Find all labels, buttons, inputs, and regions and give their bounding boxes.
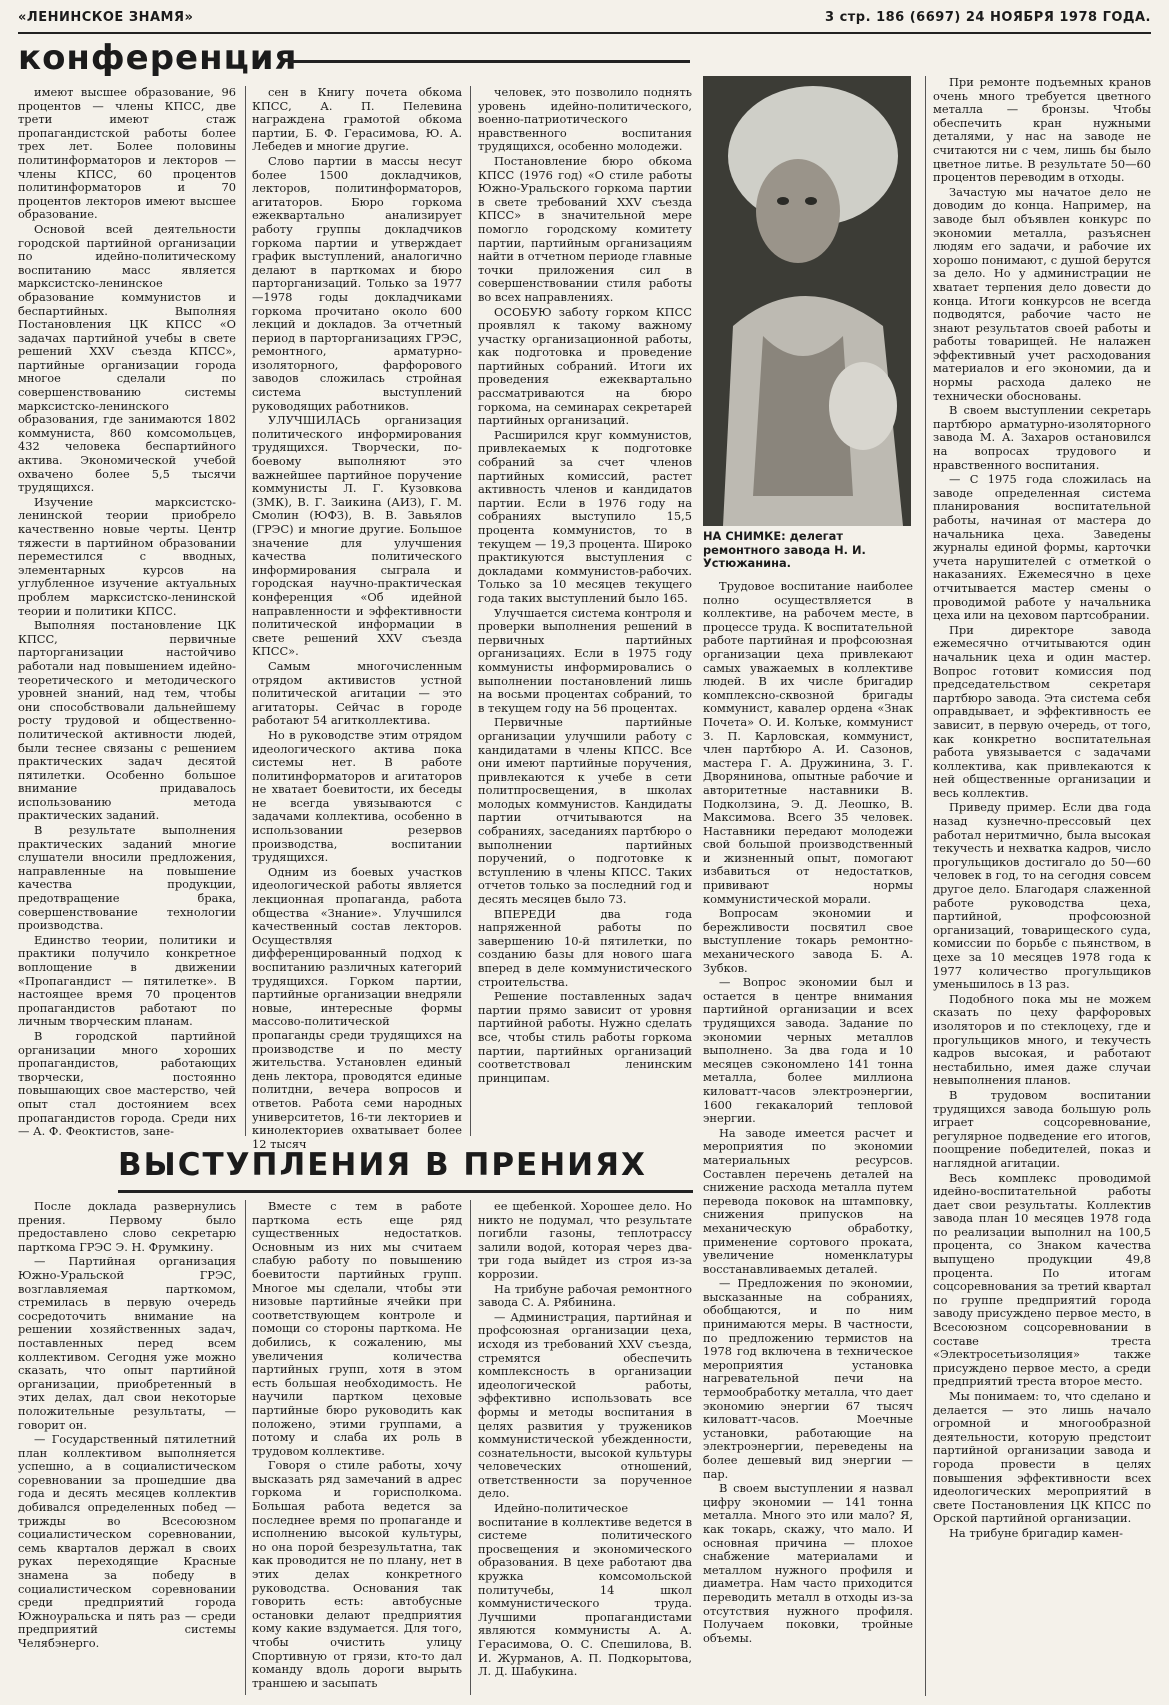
paragraph: Выполняя постановление ЦК КПСС, первичные парторганизации настойчиво работали над повышением идейно-теоретического и методического уровней знаний, над тем, чтобы они способствовали дальнейшему росту трудовой и общественно-политической активности людей, были теснее связаны с решением практических задач десятой пятилетки. Особенно большое внимание придавалось использованию метода практических заданий. bbox=[18, 618, 236, 823]
paragraph: имеют высшее образование, 96 процентов — члены КПСС, две трети имеют стаж пропагандистской работы более трех лет. Более половины политинформаторов и лекторов — члены КПСС, 60 процентов политинформаторов и 70 процентов лекторов имеют высшее образование. bbox=[18, 85, 236, 222]
paragraph: Изучение марксистско-ленинской теории приобрело качественно новые черты. Центр тяжести в партийном образовании переместился с вводных, элементарных курсов на углубленное изучение актуальных проблем марксистско-ленинской теории и политики КПСС. bbox=[18, 494, 236, 618]
article-column-2 bbox=[252, 85, 462, 1151]
paragraph: Решение поставленных задач партии прямо зависит от уровня партийной работы. Нужно сделать все, чтобы стиль работы горкома партии, партийных организаций соответствовал ленинским принципам. bbox=[478, 989, 692, 1085]
paragraph: Расширился круг коммунистов, привлекаемых к подготовке собраний за счет членов партийных комиссий, растет активность членов и кандидатов партии. Если в 1976 году на собраниях выступило 15,5 процента коммунистов, то в текущем — 19,3 процента. Широко практикуются выступления с докладами коммунистов-рабочих. Только за 10 месяцев текущего года таких выступлений было 165. bbox=[478, 427, 692, 605]
paragraph: УЛУЧШИЛАСЬ организация политического информирования трудящихся. Творчески, по-боевому выполняют это важнейшее партийное поручение коммунисты Л. Г. Кузовкова (ЗМК), В. Г. Заикина (АИЗ), Г. М. Смолин (ЮФЗ), В. В. Завьялов (ГРЭС) и многие другие. Большое значение для улучшения качества политического информирования сыграла и городская научно-практическая конференция «Об идейной направленности и эффективности политической информации в свете решений XXV съезда КПСС». bbox=[252, 413, 462, 659]
paragraph: После доклада развернулись прения. Первому было предоставлено слово секретарю парткома ГРЭС Э. Н. Фрумкину. bbox=[18, 1199, 236, 1254]
paragraph: Постановление бюро обкома КПСС (1976 год) «О стиле работы Южно-Уральского горкома партии в свете требований XXV съезда КПСС» в значительной мере помогло городскому комитету партии, партийным организациям найти в отчетном периоде главные точки приложения сил в совершенствовании стиля работы во всех направлениях. bbox=[478, 153, 692, 304]
paragraph: Самым многочисленным отрядом активистов устной политической агитации — это агитаторы. Сейчас в городе работают 54 агитколлектива. bbox=[252, 658, 462, 728]
masthead bbox=[18, 10, 1151, 32]
top-rule bbox=[18, 32, 1151, 34]
article-column-3 bbox=[478, 86, 692, 1136]
column-divider bbox=[245, 86, 246, 1136]
article-column-4 bbox=[703, 580, 913, 1695]
paragraph: Одним из боевых участков идеологической работы является лекционная пропаганда, работа общества «Знание». Улучшился качественный состав лекторов. Осуществляя дифференцированный подход к воспитанию различных категорий трудящихся. Горком партии, партийные организации внедряли новые, интересные формы массово-политической пропаганды среди трудящихся на производстве и по месту жительства. Установлен единый день лектора, проводятся единые политдни, вечера вопросов и ответов. Работа семи народных университетов, 16-ти лекториев и кинолекториев охватывает более 12 тысяч bbox=[252, 864, 462, 1151]
paragraph: Зачастую мы начатое дело не доводим до конца. Например, на заводе был объявлен конкурс по экономии металла, разъяснен людям его задачи, и рабочие их хорошо понимают, с душой берутся за дело. Но у администрации не хватает терпения дело довести до конца. Итоги конкурсов не всегда подводятся, рабочие часто не знают результатов своей работы и работы товарищей. Не налажен эффективный учет расходования материалов и его экономии, да и нормы расхода далеко не технически обоснованы. bbox=[933, 184, 1151, 403]
article-column-5 bbox=[933, 76, 1151, 1696]
column-divider bbox=[245, 1200, 246, 1695]
paragraph: На заводе имеется расчет и мероприятия по экономии материальных ресурсов. Составлен перечень деталей на снижение расхода металла путем перевода поковок на штамповку, снижения припусков на механическую обработку, применение сортового проката, увеличение номенклатуры восстанавливаемых деталей. bbox=[703, 1125, 913, 1276]
debate-column-1 bbox=[18, 1200, 236, 1695]
issue-info: 3 стр. 186 (6697) 24 НОЯБРЯ 1978 ГОДА. bbox=[825, 10, 1151, 25]
paragraph: сен в Книгу почета обкома КПСС, А. П. Пелевина награждена грамотой обкома партии, Б. Ф. Герасимова, Ю. А. Лебедев и многие другие. bbox=[252, 85, 462, 154]
paragraph: Единство теории, политики и практики получило конкретное воплощение в движении «Пропагандист — пятилетке». В настоящее время 70 процентов пропагандистов работают по личным творческим планам. bbox=[18, 932, 236, 1029]
paragraph: Приведу пример. Если два года назад кузнечно-прессовый цех работал неритмично, была высокая текучесть и нехватка кадров, число прогульщиков достигало до 50—60 человек в год, то на сегодня совсем другое дело. Благодаря слаженной работе руководства цеха, партийной, профсоюзной организаций, товарищеского суда, комиссии по борьбе с пьянством, в цехе за 10 месяцев 1978 года к 1977 количество прогульщиков уменьшилось в 13 раз. bbox=[933, 800, 1151, 992]
paragraph: Идейно-политическое воспитание в коллективе ведется в системе политического просвещения и экономического образования. В цехе работают два кружка комсомольской политучебы, 14 школ коммунистического труда. Лучшими пропагандистами являются коммунисты А. А. Герасимова, О. С. Спешилова, В. И. Журманов, А. П. Подкорытова, Л. Д. Шабукина. bbox=[478, 1501, 692, 1679]
paragraph: На трибуне рабочая ремонтного завода С. А. Рябинина. bbox=[478, 1281, 692, 1310]
paragraph: При ремонте подъемных кранов очень много требуется цветного металла — бронзы. Чтобы обеспечить кран нужными деталями, у нас на заводе не считаются ни с чем, лишь бы было цветное литье. В результате 50—60 процентов переводим в отходы. bbox=[933, 75, 1151, 185]
paragraph: В результате выполнения практических заданий многие слушатели вносили предложения, направленные на повышение качества продукции, предотвращение брака, совершенствование технологии производства. bbox=[18, 823, 236, 933]
section-rule bbox=[118, 1190, 693, 1193]
paragraph: — Партийная организация Южно-Уральской ГРЭС, возглавляемая парткомом, стремилась в первую очередь сосредоточить внимание на решении хозяйственных задач, поставленных перед всем коллективом. Сегодня уже можно сказать, что опыт партийной организации, приобретенный в этих делах, дал свои некоторые положительные результаты, — говорит он. bbox=[18, 1254, 236, 1432]
paragraph: ОСОБУЮ заботу горком КПСС проявлял к такому важному участку организационной работы, как подготовка и проведение партийных собраний. Итоги их проведения ежеквартально рассматриваются на бюро горкома, на семинарах секретарей партийных организаций. bbox=[478, 304, 692, 428]
paragraph: — Вопрос экономии был и остается в центре внимания партийной организации и всех трудящихся завода. Задание по экономии черных металлов выполнено. За два года и 10 месяцев сэкономлено 141 тонна металла, более миллиона киловатт-часов электроэнергии, 1600 гекакалорий тепловой энергии. bbox=[703, 975, 913, 1126]
paragraph: При директоре завода ежемесячно отчитываются один начальник цеха и один мастер. Вопрос готовит комиссия под председательством секретаря партбюро завода. Эта система себя оправдывает, и эффективность ее зависит, в первую очередь, от того, как конкретно воспитательная работа увязывается с задачами коллектива, как привлекаются к ней общественные организации и весь коллектив. bbox=[933, 622, 1151, 800]
paragraph: Основой всей деятельности городской партийной организации по идейно-политическому воспитанию масс является марксистско-ленинское образование коммунистов и беспартийных. Выполняя Постановления ЦК КПСС «О задачах партийной учебы в свете решений XXV съезда КПСС», партийные организации города многое сделали по совершенствованию системы марксистско-ленинского образования, где занимаются 1802 коммуниста, 860 комсомольцев, 432 человека беспартийного актива. Экономической учебой охвачено более 5,5 тысячи трудящихся. bbox=[18, 221, 236, 495]
paragraph: — Государственный пятилетний план коллективом выполняется успешно, а в социалистическом соревновании за прошедшие два года и десять месяцев коллектив добивался определенных побед — трижды во Всесоюзном социалистическом соревновании, семь кварталов держал в своих руках переходящие Красные знамена за победу в социалистическом соревновании среди предприятий города Южноуральска и пять раз — среди предприятий системы Челябэнерго. bbox=[18, 1432, 236, 1650]
photo-caption: НА СНИМКЕ: делегат ремонтного завода Н. И. Устюжанина. bbox=[703, 529, 866, 571]
paragraph: Улучшается система контроля и проверки выполнения решений в первичных партийных организациях. Если в 1975 году коммунисты информировались о выполнении постановлений лишь на восьми процентах собраний, то в текущем году на 56 процентах. bbox=[478, 605, 692, 715]
paragraph: Трудовое воспитание наиболее полно осуществляется в коллективе, на рабочем месте, в процессе труда. К воспитательной работе партийная и профсоюзная организации цеха привлекают самых уважаемых в коллективе людей. В их числе бригадир комплексно-сквозной бригады коммунист, кавалер ордена «Знак Почета» О. И. Колъке, коммунист З. П. Карловская, коммунист, член партбюро А. И. Сазонов, мастера Г. А. Дружинина, З. Г. Дворянинова, опытные рабочие и авторитетные наставники В. Подколзина, Э. Д. Леошко, В. Максимова. Всего 35 человек. Наставники передают молодежи свой большой производственный и жизненный опыт, помогают избавиться от недостатков, прививают нормы коммунистической морали. bbox=[703, 579, 913, 906]
debate-column-3 bbox=[478, 1200, 692, 1695]
paragraph: В городской партийной организации много хороших пропагандистов, работающих творчески, постоянно повышающих свое мастерство, чей опыт стал достоянием всех пропагандистов города. Среди них — А. Ф. Феоктистов, зане- bbox=[18, 1028, 236, 1139]
delegate-photo bbox=[703, 76, 911, 526]
paragraph: ее щебенкой. Хорошее дело. Но никто не подумал, что результате погибли газоны, теплотрассу залили водой, которая через два-три года выйдет из строя из-за коррозии. bbox=[478, 1199, 692, 1281]
column-divider bbox=[470, 86, 471, 1136]
paragraph: Слово партии в массы несут более 1500 докладчиков, лекторов, политинформаторов, агитаторов. Бюро горкома ежеквартально анализирует работу группы докладчиков горкома партии и утверждает график выступлений, аналогично делают в парткомах и бюро парторганизаций. Только за 1977—1978 годы докладчиками горкома прочитано около 600 лекций и докладов. За отчетный период в парторганизациях ГРЭС, ремонтного, арматурно-изоляторного, фарфорового заводов сложилась стройная система выступлений руководящих работников. bbox=[252, 153, 462, 413]
column-divider bbox=[925, 76, 926, 1696]
debate-column-2 bbox=[252, 1200, 462, 1695]
article-column-1 bbox=[18, 85, 236, 1139]
paragraph: В трудовом воспитании трудящихся завода большую роль играет соцсоревнование, регулярное подведение его итогов, поощрение победителей, показ и наглядной агитации. bbox=[933, 1087, 1151, 1170]
paragraph: Подобного пока мы не можем сказать по цеху фарфоровых изоляторов и по стеклоцеху, где и прогульщиков много, и текучесть кадров высокая, и работают нестабильно, имея даже случаи невыполнения планов. bbox=[933, 991, 1151, 1088]
column-divider bbox=[470, 1200, 471, 1695]
page-heading: конференция bbox=[18, 38, 298, 78]
paragraph: — Администрация, партийная и профсоюзная организации цеха, исходя из требований XXV съезда, стремятся обеспечить комплексность в организации идеологической работы, эффективно использовать все формы и методы воспитания в целях развития у тружеников коммунистической убежденности, сознательности, высокой культуры человеческих отношений, ответственности за порученное дело. bbox=[478, 1309, 692, 1501]
paragraph: Говоря о стиле работы, хочу высказать ряд замечаний в адрес горкома и горисполкома. Большая работа ведется за последнее время по пропаганде и исполнению высокой культуры, но она порой безрезультатна, так как проводится не по плану, нет в этих делах конкретного руководства. Основания так говорить есть: автобусные остановки делают предприятия кому какие вздумается. Для того, чтобы очистить улицу Спортивную от грязи, кто-то дал команду вдоль дороги вырыть траншею и засыпать bbox=[252, 1458, 462, 1690]
paragraph: — С 1975 года сложилась на заводе определенная система планирования воспитательной работы, начиная от мастера до начальника цеха. Заведены журналы единой формы, карточки учета нарушителей с отметкой о наказаниях. Ежемесячно в цехе отчитывается мастер смены о проводимой работе у начальника цеха или на цеховом партсобрании. bbox=[933, 472, 1151, 623]
paragraph: Мы понимаем: то, что сделано и делается — это лишь начало огромной и многообразной деятельности, которую предстоит партийной организации завода и города провести в целях повышения эффективности всех идеологических мероприятий в свете Постановления ЦК КПСС по Орской партийной организации. bbox=[933, 1389, 1151, 1526]
paragraph: — Предложения по экономии, высказанные на собраниях, обобщаются, и по ним принимаются меры. В частности, по предложению термистов на 1978 год включена в техническое мероприятия установка нагревательной печи на термообработку металла, что дает экономию энергии 67 тысяч киловатт-часов. Моечные установки, работающие на электроэнергии, переведены на более дешевый вид энергии — пар. bbox=[703, 1276, 913, 1481]
paragraph: В своем выступлении я назвал цифру экономии — 141 тонна металла. Много это или мало? Я, как токарь, скажу, что мало. И основная причина — плохое снабжение материалами и металлом нужного профиля и диаметра. Нам часто приходится переводить металл в отходы из-за отсутствия нужного профиля. Получаем поковки, тройные объемы. bbox=[703, 1481, 913, 1645]
paragraph: Первичные партийные организации улучшили работу с кандидатами в члены КПСС. Все они имеют партийные поручения, привлекаются к учебе в сети политпросвещения, в школах молодых коммунистов. Кандидаты партии отчитываются на собраниях, заседаниях партбюро о выполнении партийных поручений, о подготовке к вступлению в члены КПСС. Таких отчетов только за последний год и десять месяцев было 73. bbox=[478, 715, 692, 907]
newspaper-name: «ЛЕНИНСКОЕ ЗНАМЯ» bbox=[18, 10, 194, 25]
photo-illustration bbox=[703, 76, 911, 526]
paragraph: Вместе с тем в работе парткома есть еще ряд существенных недостатков. Основным из них мы считаем слабую работу по повышению боевитости партийных групп. Многое мы сделали, чтобы эти низовые партийные ячейки при соответствующем контроле и помощи со стороны парткома. Не добились, к сожалению, мы увеличения количества партийных групп, хотя в этом есть большая необходимость. Не научили партком цеховые партийные бюро руководить как положено, этими группами, а потому и слаба их роль в трудовом коллективе. bbox=[252, 1199, 462, 1458]
paragraph: ВПЕРЕДИ два года напряженной работы по завершению 10-й пятилетки, по созданию базы для нового шага вперед в деле коммунистического строительства. bbox=[478, 906, 692, 989]
paragraph: Весь комплекс проводимой идейно-воспитательной работы дает свои результаты. Коллектив завода план 10 месяцев 1978 года по реализации выполнил на 100,5 процента, со Знаком качества выпущено продукции 49,8 процента. По итогам соцсоревнования за третий квартал по группе предприятий города заводу присуждено первое место, в Всесоюзном соцсоревновании в составе треста «Электросетьизоляция» также присуждено первое место, а среди предприятий треста второе место. bbox=[933, 1170, 1151, 1389]
heading-rule bbox=[290, 60, 690, 63]
paragraph: Но в руководстве этим отрядом идеологического актива пока системы нет. В работе политинформаторов и агитаторов не хватает боевитости, их беседы не всегда увязываются с задачами коллектива, особенно в использовании резервов производства, воспитании трудящихся. bbox=[252, 727, 462, 865]
paragraph: Вопросам экономии и бережливости посвятил свое выступление токарь ремонтно-механического завода Б. А. Зубков. bbox=[703, 906, 913, 975]
paragraph: человек, это позволило поднять уровень идейно-политического, военно-патриотического нравственного воспитания трудящихся, особенно молодежи. bbox=[478, 85, 692, 154]
section-title: ВЫСТУПЛЕНИЯ В ПРЕНИЯХ bbox=[118, 1147, 647, 1183]
paragraph: На трибуне бригадир камен- bbox=[949, 1525, 1124, 1540]
paragraph: В своем выступлении секретарь партбюро арматурно-изоляторного завода М. А. Захаров остановился на вопросах трудового и нравственного воспитания. bbox=[933, 403, 1151, 472]
